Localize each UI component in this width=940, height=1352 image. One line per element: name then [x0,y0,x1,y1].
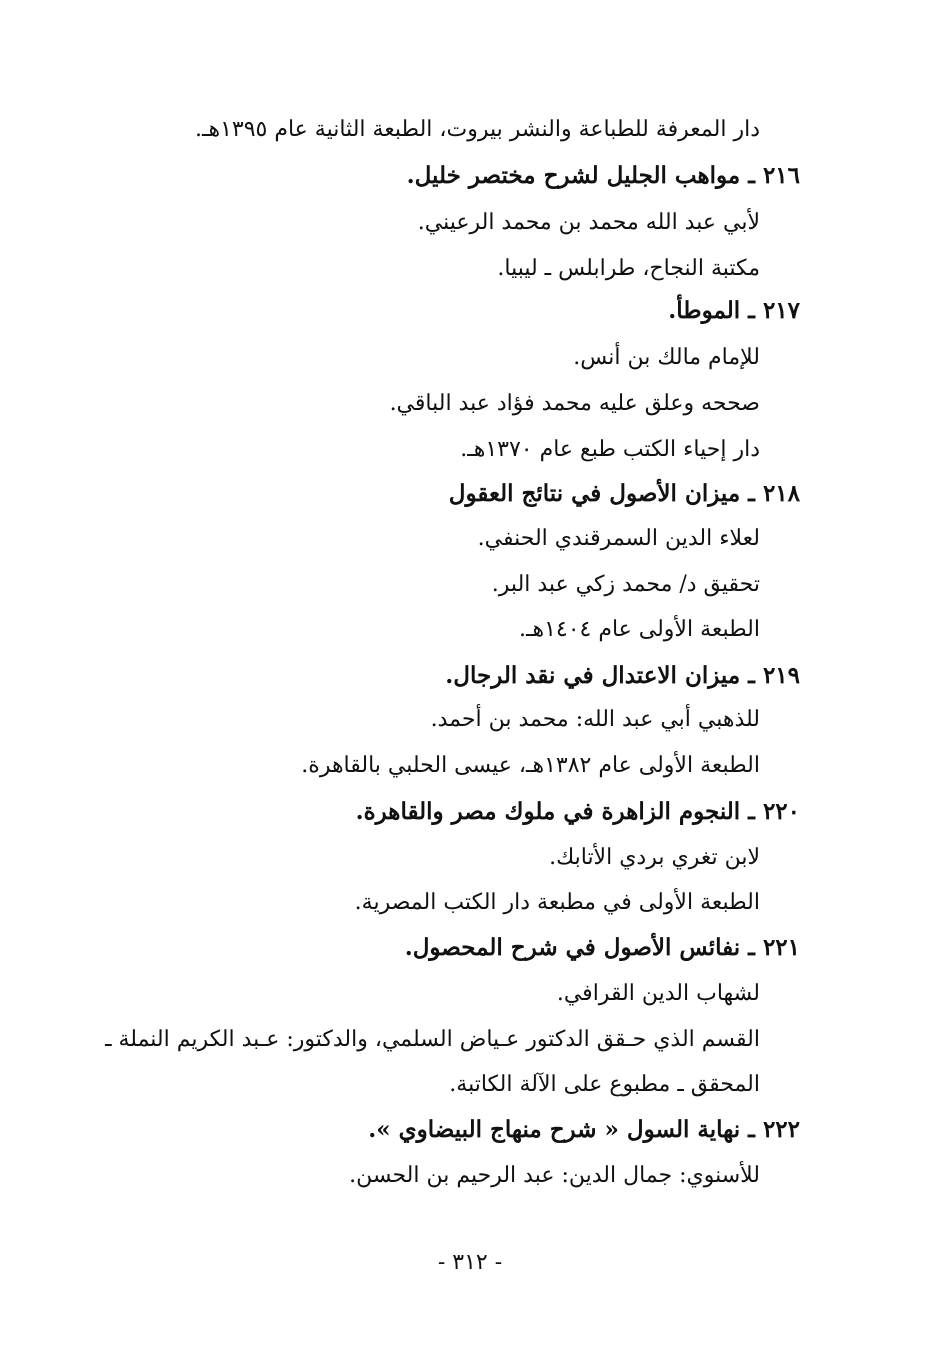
text-line: للذهبي أبي عبد الله: محمد بن أحمد. [430,707,760,732]
entry-heading-216: ٢١٦ ـ مواهب الجليل لشرح مختصر خليل. [406,162,800,189]
text-line: المحقق ـ مطبوع على الآلة الكاتبة. [449,1072,760,1097]
text-line: القسم الذي حـقق الدكتور عـياض السلمي، والدكتور: عـبد الكريم النملة ـ [105,1027,760,1052]
entry-heading-220: ٢٢٠ ـ النجوم الزاهرة في ملوك مصر والقاهرة. [355,798,800,825]
text-line: صححه وعلق عليه محمد فؤاد عبد الباقي. [389,391,760,416]
text-line: لشهاب الدين القرافي. [556,981,760,1006]
entry-heading-222: ٢٢٢ ـ نهاية السول « شرح منهاج البيضاوي ». [368,1116,800,1143]
text-line: الطبعة الأولى عام ١٣٨٢هـ، عيسى الحلبي بالقاهرة. [301,753,760,778]
text-line: لعلاء الدين السمرقندي الحنفي. [477,526,760,551]
text-line: مكتبة النجاح، طرابلس ـ ليبيا. [497,256,760,281]
entry-heading-217: ٢١٧ ـ الموطأ. [668,297,800,324]
entry-heading-219: ٢١٩ ـ ميزان الاعتدال في نقد الرجال. [445,662,800,689]
text-line: الطبعة الأولى عام ١٤٠٤هـ. [519,617,760,642]
entry-heading-221: ٢٢١ ـ نفائس الأصول في شرح المحصول. [404,934,800,961]
text-line: للإمام مالك بن أنس. [573,345,760,370]
text-line: دار المعرفة للطباعة والنشر بيروت، الطبعة الثانية عام ١٣٩٥هـ. [195,117,760,142]
text-line: لأبي عبد الله محمد بن محمد الرعيني. [417,210,760,235]
text-line: تحقيق د/ محمد زكي عبد البر. [491,572,760,597]
text-line: لابن تغري بردي الأتابك. [549,845,760,870]
text-line: للأسنوي: جمال الدين: عبد الرحيم بن الحسن. [349,1163,760,1188]
page-number: - ٣١٢ - [437,1250,503,1275]
text-line: دار إحياء الكتب طبع عام ١٣٧٠هـ. [460,437,760,462]
text-line: الطبعة الأولى في مطبعة دار الكتب المصرية. [354,890,760,915]
entry-heading-218: ٢١٨ ـ ميزان الأصول في نتائج العقول [448,480,800,507]
